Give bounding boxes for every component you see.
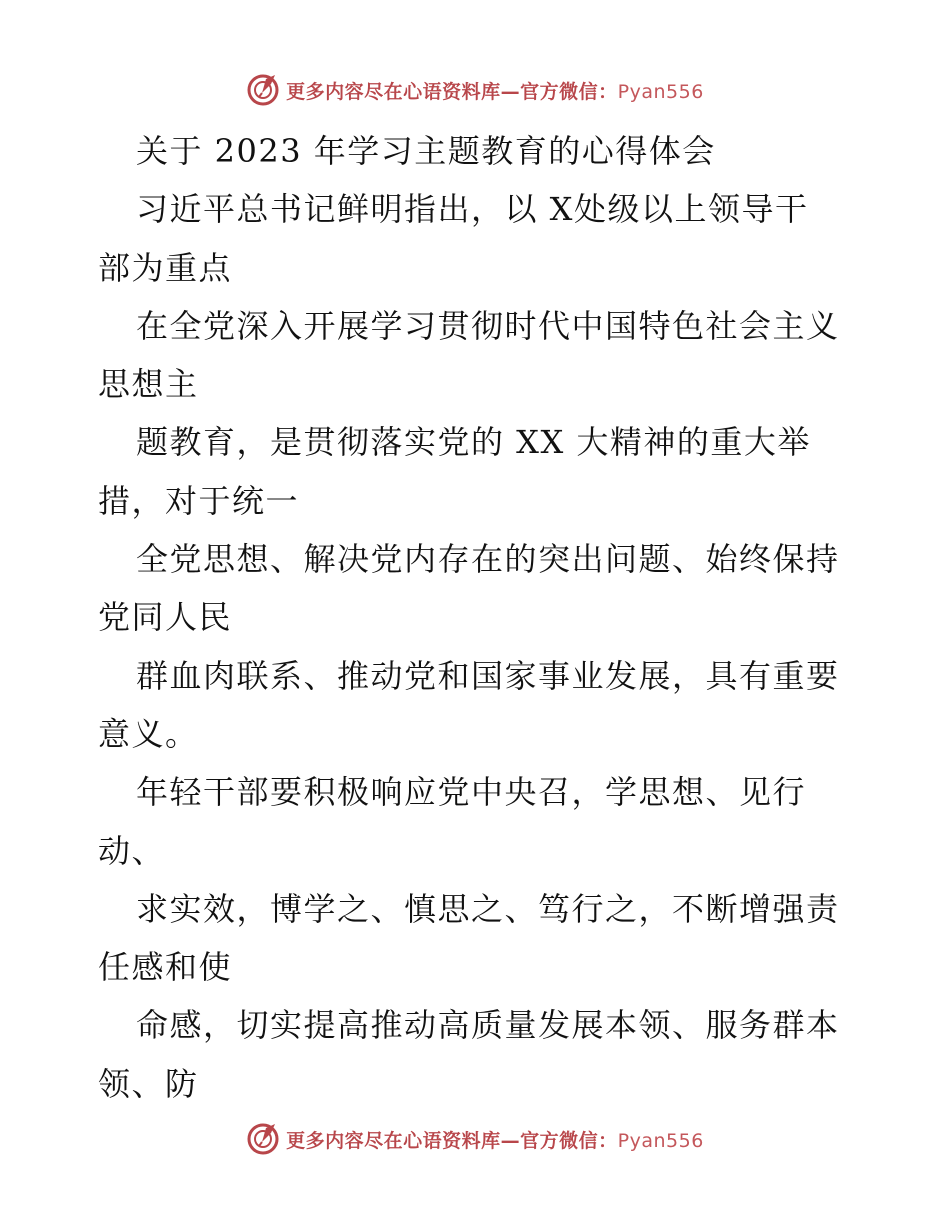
watermark-text: 更多内容尽在心语资料库—官方微信：Pyan556 [286, 1129, 704, 1152]
text-line: 题教育，是贯彻落实党的 XX 大精神的重大举 [136, 423, 811, 462]
text-line: 群血肉联系、推动党和国家事业发展，具有重要 [136, 656, 840, 695]
text-line: 部为重点 [98, 248, 233, 287]
text-line: 思想主 [98, 365, 199, 404]
watermark-wechat-id: Pyan556 [617, 1129, 704, 1152]
text-line: 命感，切实提高推动高质量发展本领、服务群本 [136, 1006, 840, 1045]
text-line: 求实效，博学之、慎思之、笃行之，不断增强责 [136, 889, 840, 928]
footer-watermark [0, 1117, 950, 1161]
pen-logo-icon [246, 1122, 280, 1156]
watermark-wechat-id: Pyan556 [617, 80, 704, 103]
header-watermark [0, 68, 950, 112]
document-body [98, 122, 858, 1113]
text-line: 在全党深入开展学习贯彻时代中国特色社会主义 [136, 306, 840, 345]
watermark-text: 更多内容尽在心语资料库—官方微信：Pyan556 [286, 80, 704, 103]
text-line: 党同人民 [98, 598, 233, 637]
text-line: 习近平总书记鲜明指出，以 X处级以上领导干 [136, 190, 809, 229]
text-line: 措，对于统一 [98, 481, 300, 520]
text-line: 意义。 [98, 714, 199, 753]
text-line: 领、防 [98, 1064, 199, 1103]
text-line: 动、 [98, 831, 166, 870]
text-line: 年轻干部要积极响应党中央召，学思想、见行 [136, 773, 807, 812]
pen-logo-icon [246, 73, 280, 107]
text-line: 全党思想、解决党内存在的突出问题、始终保持 [136, 540, 840, 579]
document-title: 关于 2023 年学习主题教育的心得体会 [136, 132, 716, 170]
text-line: 任感和使 [98, 948, 233, 987]
